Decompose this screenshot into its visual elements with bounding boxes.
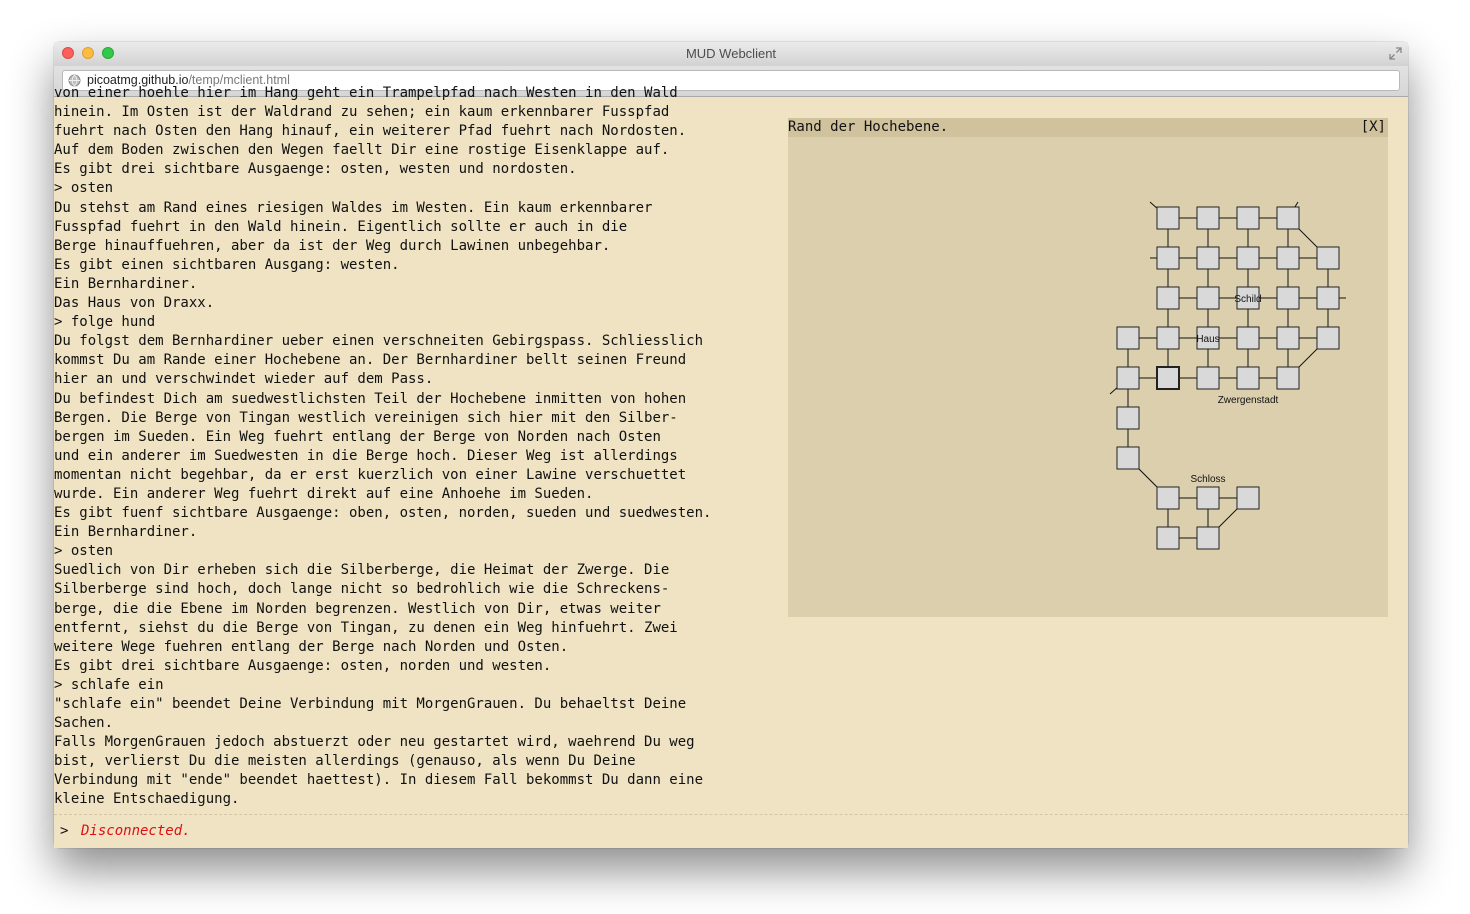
output-line: und ein anderer im Suedwesten in die Berge hoch. Dieser Weg ist allerdings [54,447,678,464]
output-line: fuehrt nach Osten den Hang hinauf, ein weiterer Pfad fuehrt nach Nordosten. [54,123,687,140]
output-line: Fusspfad fuehrt in den Wald hinein. Eigentlich sollte er auch in die [54,218,628,235]
output-line: Suedlich von Dir erheben sich die Silberberge, die Heimat der Zwerge. Die [54,562,670,579]
output-line: Bergen. Die Berge von Tingan westlich vereinigen sich hier mit den Silber- [54,409,678,426]
output-line: Auf dem Boden zwischen den Wegen faellt Dir eine rostige Eisenklappe auf. [54,142,670,159]
output-line: entfernt, siehst du die Berge von Tingan, zu denen ein Weg hinfuehrt. Zwei [54,619,678,636]
output-line: Falls MorgenGrauen jedoch abstuerzt oder neu gestartet wird, waehrend Du weg [54,734,695,751]
map-room[interactable] [1117,367,1139,389]
browser-window [54,42,1408,848]
output-line: Ein Bernhardiner. [54,275,198,292]
map-room[interactable] [1277,287,1299,309]
output-line: von einer hoehle hier im Hang geht ein Trampelpfad nach Westen in den Wald [54,85,678,101]
room-map [788,118,1388,617]
current-room[interactable] [1157,367,1179,389]
command-echo-line: > folge hund [54,314,156,331]
output-line: Es gibt drei sichtbare Ausgaenge: osten, westen und nordosten. [54,161,577,178]
output-line: hinein. Im Osten ist der Waldrand zu sehen; ein kaum erkennbarer Fusspfad [54,104,670,121]
command-echo-line: > osten [54,180,114,197]
output-line: momentan nicht begehbar, da er erst kuerzlich von einer Lawine verschuettet [54,466,687,483]
output-line: kommst Du am Rande einer Hochebene an. Der Bernhardiner bellt seinen Freund [54,352,687,369]
map-panel [788,118,1388,617]
output-line: Silberberge sind hoch, doch lange nicht so bedrohlich wie die Schreckens- [54,581,670,598]
map-room[interactable] [1197,367,1219,389]
map-room[interactable] [1157,327,1179,349]
map-room[interactable] [1317,327,1339,349]
output-line: Sachen. [54,715,114,732]
map-room[interactable] [1157,247,1179,269]
connection-status: Disconnected. [81,823,191,839]
output-line: Du folgst dem Bernhardiner ueber einen verschneiten Gebirgspass. Schliesslich [54,333,704,350]
map-room[interactable] [1197,287,1219,309]
terminal-output [54,84,754,810]
output-line: "schlafe ein" beendet Deine Verbindung mit MorgenGrauen. Du behaeltst Deine [54,696,687,712]
output-line: weitere Wege fuehren entlang der Berge nach Norden und Osten. [54,638,569,655]
map-room[interactable] [1277,247,1299,269]
prompt-symbol: > [60,823,69,839]
map-room[interactable] [1117,327,1139,349]
output-line: wurde. Ein anderer Weg fuehrt direkt auf eine Anhoehe im Sueden. [54,485,594,502]
output-line: hier an und verschwindet wieder auf dem Pass. [54,371,434,388]
map-label: Schloss [1190,474,1226,485]
output-line: Du befindest Dich am suedwestlichsten Teil der Hochebene inmitten von hohen [54,390,687,407]
map-room[interactable] [1117,447,1139,469]
output-line: Es gibt einen sichtbaren Ausgang: westen. [54,256,400,273]
map-room[interactable] [1277,367,1299,389]
map-label: Schild [1234,294,1262,305]
map-room[interactable] [1197,207,1219,229]
map-title: Rand der Hochebene. [788,119,949,135]
output-line: Es gibt drei sichtbare Ausgaenge: osten, norden und westen. [54,657,552,674]
map-room[interactable] [1317,287,1339,309]
output-line: berge, die die Ebene im Norden begrenzen. Westlich von Dir, etwas weiter [54,600,661,617]
mud-client [54,85,1408,848]
map-room[interactable] [1317,247,1339,269]
map-room[interactable] [1157,287,1179,309]
map-room[interactable] [1237,327,1259,349]
title-bar [54,42,1408,67]
command-line[interactable] [54,814,1408,849]
map-room[interactable] [1237,247,1259,269]
map-room[interactable] [1277,327,1299,349]
map-room[interactable] [1237,207,1259,229]
window-title: MUD Webclient [685,46,777,61]
output-line: Du stehst am Rand eines riesigen Waldes im Westen. Ein kaum erkennbarer [54,199,653,216]
map-room[interactable] [1157,487,1179,509]
output-line: Ein Bernhardiner. [54,524,198,541]
map-room[interactable] [1237,487,1259,509]
map-room[interactable] [1117,407,1139,429]
output-line: kleine Entschaedigung. [54,791,240,808]
url-path: /temp/mclient.html [188,73,290,87]
output-line: Verbindung mit "ende" beendet haettest). In diesem Fall bekommst Du dann eine [54,772,704,789]
map-label: Haus [1196,334,1220,345]
command-echo-line: > schlafe ein [54,676,164,693]
map-room[interactable] [1197,527,1219,549]
output-line: Es gibt fuenf sichtbare Ausgaenge: oben, osten, norden, sueden und suedwesten. [54,505,712,522]
output-line: bergen im Sueden. Ein Weg fuehrt entlang der Berge von Norden nach Osten [54,428,661,445]
map-label: Zwergenstadt [1217,395,1279,406]
map-room[interactable] [1197,247,1219,269]
url-host: picoatmg.github.io [87,73,189,87]
fullscreen-icon[interactable] [1389,47,1402,60]
output-line: Das Haus von Draxx. [54,295,215,312]
command-echo-line: > osten [54,543,114,560]
map-close-button[interactable]: [X] [1360,119,1386,135]
map-room[interactable] [1157,207,1179,229]
output-line: bist, verlierst Du die meisten allerdings (genauso, als wenn Du Deine [54,753,636,770]
map-room[interactable] [1197,487,1219,509]
map-room[interactable] [1277,207,1299,229]
output-line: Berge hinauffuehren, aber da ist der Weg durch Lawinen unbegehbar. [54,237,611,254]
map-room[interactable] [1157,527,1179,549]
map-room[interactable] [1237,367,1259,389]
